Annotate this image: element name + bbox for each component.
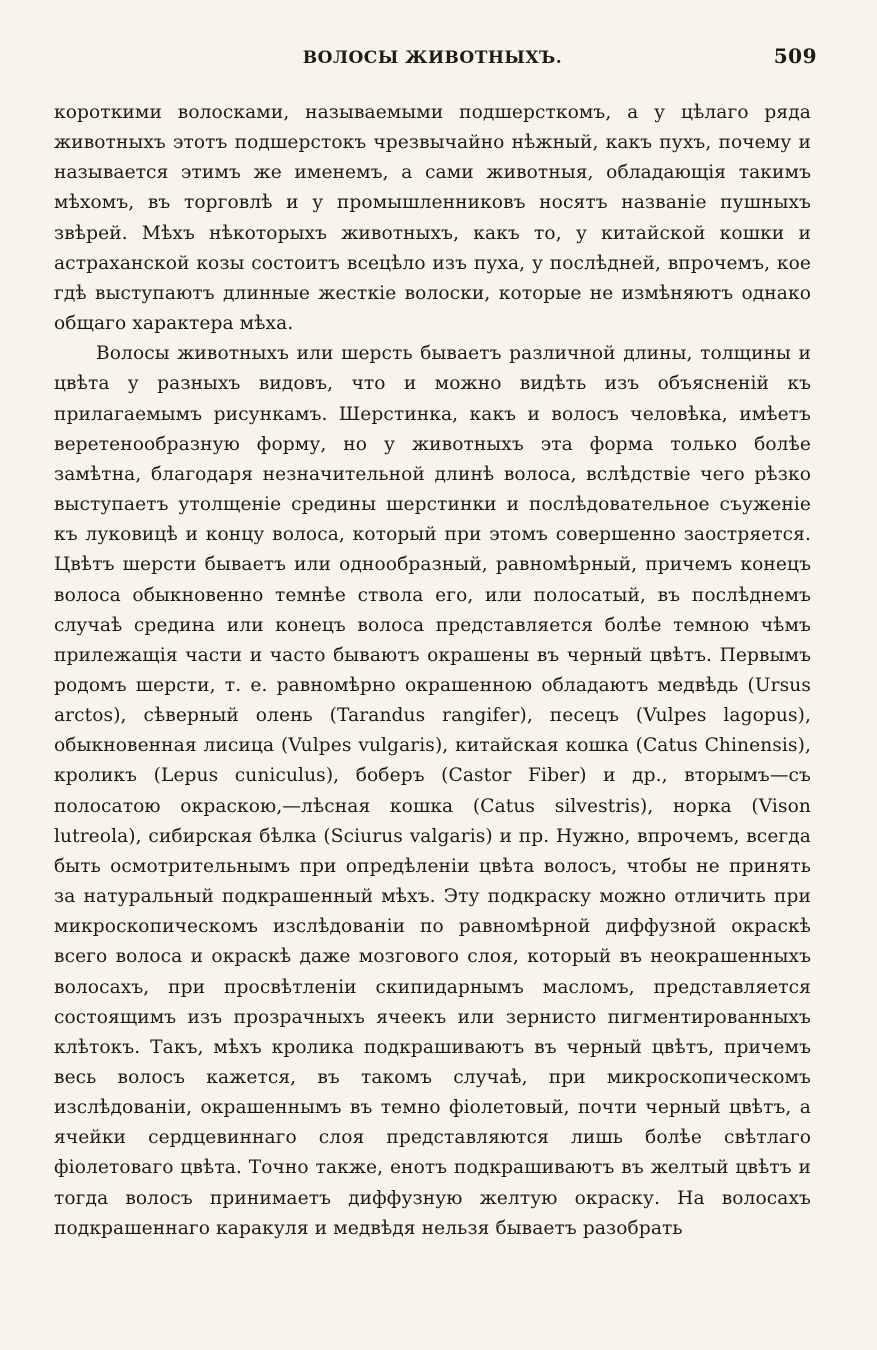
running-header	[54, 40, 817, 80]
paragraph-1: короткими волосками, называемыми подшерсткомъ, а у цѣлаго ряда животныхъ этотъ подшерстокъ чрезвычайно нѣжный, какъ пухъ, почему и называется этимъ же именемъ, а сами животныя, обладающія такимъ мѣхомъ, въ торговлѣ и у промышленниковъ носятъ названіе пушныхъ звѣрей. Мѣхъ нѣкоторыхъ животныхъ, какъ то, у китайской кошки и астраханской козы состоитъ всецѣло изъ пуха, у послѣдней, впрочемъ, кое гдѣ выступаютъ длинные жесткіе волоски, которые не измѣняютъ однако общаго характера мѣха.	[54, 102, 811, 335]
page-number: 509	[773, 44, 817, 68]
paragraph-2: Волосы животныхъ или шерсть бываетъ различной длины, толщины и цвѣта у разныхъ видовъ, что и можно видѣть изъ объясненій къ прилагаемымъ рисункамъ. Шерстинка, какъ и волосъ человѣка, имѣетъ веретенообразную форму, но у животныхъ эта форма только болѣе замѣтна, благодаря незначительной длинѣ волоса, вслѣдствіе чего рѣзко выступаетъ утолщеніе средины шерстинки и послѣдовательное съуженіе къ луковицѣ и концу волоса, который при этомъ совершенно заостряется. Цвѣтъ шерсти бываетъ или однообразный, равномѣрный, причемъ конецъ волоса обыкновенно темнѣе ствола его, или полосатый, въ послѣднемъ случаѣ средина или конецъ волоса представляется болѣе темною чѣмъ прилежащія части и часто бываютъ окрашены въ черный цвѣтъ. Первымъ родомъ шерсти, т. е. равномѣрно окрашенною обладаютъ медвѣдь (Ursus arctos), сѣверный олень (Tarandus rangifer), песецъ (Vulpes lagopus), обыкновенная лисица (Vulpes vulgaris), китайская кошка (Catus Chinensis), кроликъ (Lepus cuniculus), боберъ (Castor Fiber) и др., вторымъ—съ полосатою окраскою,—лѣсная кошка (Catus silvestris), норка (Vison lutreola), сибирская бѣлка (Sciurus valgaris) и пр. Нужно, впрочемъ, всегда быть осмотрительнымъ при опредѣленіи цвѣта волосъ, чтобы не принять за натуральный подкрашенный мѣхъ. Эту подкраску можно отличить при микроскопическомъ изслѣдованіи по равномѣрной диффузной окраскѣ всего волоса и окраскѣ даже мозгового слоя, который въ неокрашенныхъ волосахъ, при просвѣтленіи скипидарнымъ масломъ, представляется состоящимъ изъ прозрачныхъ ячеекъ или зернисто пигментированныхъ клѣтокъ. Такъ, мѣхъ кролика подкрашиваютъ въ черный цвѣтъ, причемъ весь волосъ кажется, въ такомъ случаѣ, при микроскопическомъ изслѣдованіи, окрашеннымъ въ темно фіолетовый, почти черный цвѣтъ, а ячейки сердцевиннаго слоя представляются лишь болѣе свѣтлаго фіолетоваго цвѣта. Точно также, енотъ подкрашиваютъ въ желтый цвѣтъ и тогда волосъ принимаетъ диффузную желтую окраску. На волосахъ подкрашеннаго каракуля и медвѣдя нельзя бываетъ разобрать	[54, 343, 811, 1239]
body-text	[54, 98, 811, 1244]
page-title: ВОЛОСЫ ЖИВОТНЫХЪ.	[302, 48, 563, 68]
